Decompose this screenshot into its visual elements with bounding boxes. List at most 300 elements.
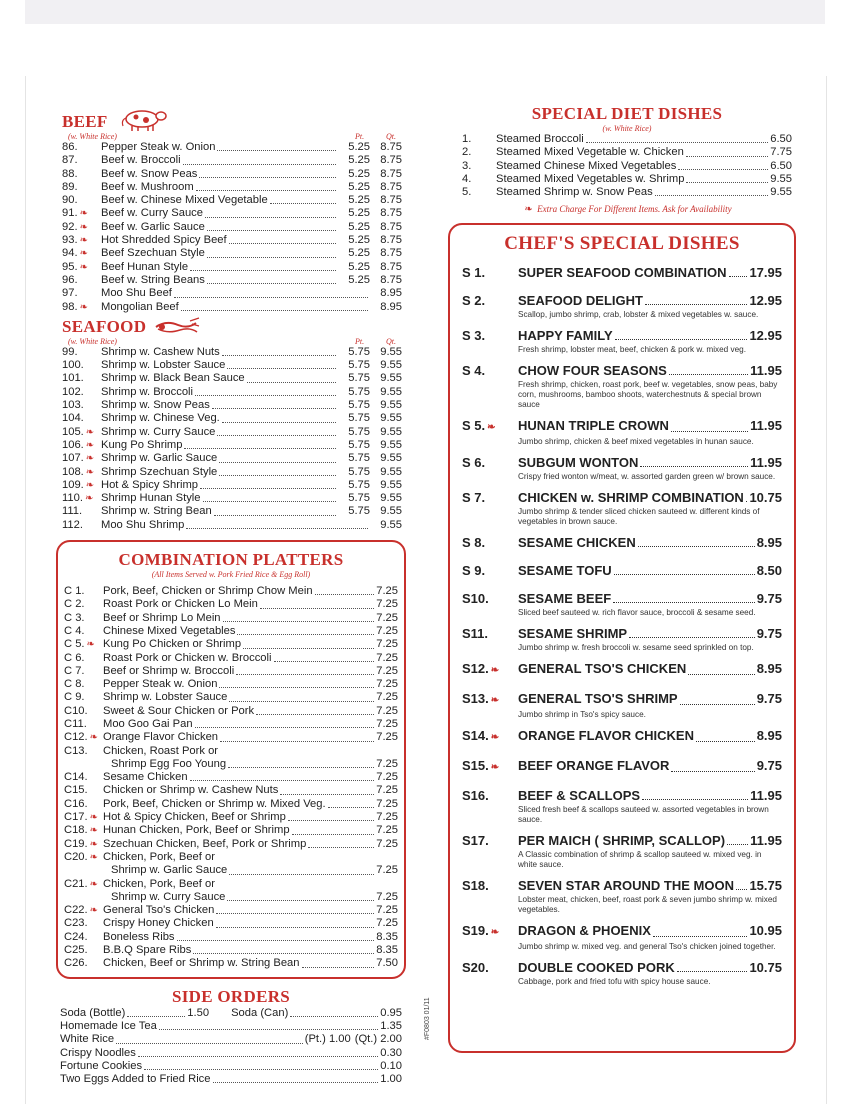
item-price: 8.95 [756,661,782,677]
item-name: HUNAN TRIPLE CROWN [518,418,669,434]
combo-item-row [64,838,398,851]
item-name: HAPPY FAMILY [518,328,613,344]
item-name: Pepper Steak w. Onion [103,678,218,691]
hot-pepper-icon: ❧ [85,466,95,478]
side-row-soda [60,1007,402,1020]
dots [613,591,755,603]
item-price: 7.25 [376,757,398,770]
item-number: S19. ❧ [462,923,500,939]
dots [207,283,336,284]
item-number: C13. [64,744,88,757]
item-qt-price: 8.75 [380,220,402,233]
menu-item-row [62,492,402,505]
icetea-label: Homemade Ice Tea [60,1019,157,1032]
item-price: 7.25 [376,904,398,917]
chef-item-row [462,728,782,745]
combo-item-row [64,731,398,744]
hot-pepper-icon: ❧ [85,439,95,451]
item-number: C23. [64,917,88,930]
chef-item [462,293,782,320]
item-number: C11. [64,717,87,730]
item-name: Pork, Beef, Chicken or Shrimp Chow Mein [103,585,313,598]
combination-platters-box [56,540,406,979]
combo-item-row [64,612,398,625]
dots [184,448,336,449]
combo-item-row [64,638,398,651]
chef-item [462,265,782,280]
item-name: DOUBLE COOKED PORK [518,960,675,976]
item-name: Roast Pork or Chicken Lo Mein [103,598,258,611]
noodles-label: Crispy Noodles [60,1046,136,1059]
item-number: C15. [64,784,88,797]
item-pt-price: 5.25 [348,207,370,220]
item-price: 10.75 [749,960,782,976]
item-name: SESAME CHICKEN [518,535,636,551]
item-price: 7.25 [376,704,398,717]
item-price: 7.25 [376,824,398,837]
menu-item-row [62,346,402,359]
hot-pepper-icon: ❧ [490,665,500,677]
item-price: 7.25 [376,864,398,877]
dots [195,727,375,728]
item-number: S14. ❧ [462,728,500,744]
dots [615,328,748,340]
item-qt-price: 9.55 [380,505,402,518]
dots [181,310,368,311]
item-price: 6.50 [770,159,792,172]
item-number: C10. [64,704,88,717]
item-number: S16. [462,788,489,804]
item-price: 7.25 [376,624,398,637]
noodles-price: 0.30 [380,1046,402,1059]
right-column [448,104,796,1053]
diet-item-row [462,133,792,146]
menu-item-row [62,439,402,452]
chef-item-row [462,878,782,893]
item-name: SEVEN STAR AROUND THE MOON [518,878,734,894]
beef-section [62,106,402,314]
item-name: SEAFOOD DELIGHT [518,293,643,309]
item-name: Shrimp w. Curry Sauce [111,890,226,903]
item-qt-price: 9.55 [380,492,402,505]
beef-qt-label: Qt. [386,132,396,141]
chef-item-row [462,691,782,708]
dots [302,967,375,968]
item-number: 94. ❧ [62,247,88,260]
eggs-label: Two Eggs Added to Fried Rice [60,1073,211,1086]
item-qt-price: 8.95 [380,300,402,313]
item-number: 103. [62,399,84,412]
item-number: S 1. [462,265,486,281]
menu-item-row [62,479,402,492]
item-name: BEEF ORANGE FLAVOR [518,758,670,774]
item-number: 98. ❧ [62,300,88,313]
item-number: C 2. [64,598,85,611]
item-number: S 9. [462,563,486,579]
item-number: S20. [462,960,489,976]
item-price: 7.25 [376,811,398,824]
item-pt-price: 5.75 [348,492,370,505]
combo-item-row [64,917,398,930]
item-pt-price: 5.75 [348,465,370,478]
item-description: Jumbo shrimp w. fresh broccoli w. sesame seed sprinkled on top. [518,643,754,653]
chef-item-row [462,535,782,550]
dots [229,243,336,244]
item-number: 95. ❧ [62,260,88,273]
item-pt-price: 5.25 [348,260,370,273]
item-name: Beef w. Snow Peas [101,167,198,180]
item-qt-price: 9.55 [380,465,402,478]
combo-item-row [64,691,398,704]
item-name: Shrimp Szechuan Style [101,465,218,478]
dots [222,422,336,423]
chef-item [462,418,782,447]
chef-item [462,833,782,870]
menu-item-row [62,359,402,372]
item-number: C24. [64,930,88,943]
chef-item [462,591,782,618]
item-name: DRAGON & PHOENIX [518,923,651,939]
item-price: 8.35 [376,930,398,943]
item-description: Sliced fresh beef & scallops sauteed w. assorted vegetables in brown sauce. [518,805,769,825]
dots [214,515,336,516]
combo-item-row [64,784,398,797]
item-price: 11.95 [750,833,782,849]
dots [190,270,336,271]
soda-can-price: 0.95 [380,1006,402,1019]
hot-pepper-icon: ❧ [84,493,94,505]
dots [243,648,374,649]
menu-item-row [62,519,402,532]
seafood-qt-label: Qt. [386,336,396,346]
dots [727,833,748,845]
item-number: 2. [462,146,472,159]
item-number: 106. ❧ [62,438,95,451]
item-price: 6.50 [770,133,792,145]
item-name: Kung Po Shrimp [101,438,183,451]
item-pt-price: 5.25 [348,141,370,153]
combo-item-row [64,718,398,731]
item-name: B.B.Q Spare Ribs [103,944,192,957]
combo-list [64,585,398,971]
item-name: GENERAL TSO'S SHRIMP [518,691,678,707]
item-name: Hot Shredded Spicy Beef [101,234,227,247]
dots [219,475,336,476]
hot-pepper-icon: ❧ [89,878,99,890]
item-number: 111. [62,505,83,518]
hot-pepper-icon: ❧ [85,426,95,438]
hot-pepper-icon: ❧ [79,301,88,313]
diet-item-row [462,186,792,199]
menu-item-row [62,234,402,247]
item-name: Shrimp w. Garlic Sauce [101,452,218,465]
item-name: Szechuan Chicken, Beef, Pork or Shrimp [103,837,307,850]
diet-item-row [462,173,792,186]
item-name: Beef w. Broccoli [101,154,181,167]
dots [288,820,374,821]
chef-item [462,758,782,775]
item-number: C 6. [64,651,85,664]
item-number: C16. [64,797,88,810]
beef-list [62,141,402,314]
menu-item-row [62,399,402,412]
item-number: 107. ❧ [62,452,95,465]
item-number: S 5. ❧ [462,418,496,434]
combo-item-row [64,771,398,784]
item-name: Chicken, Roast Pork or [103,744,219,757]
dots [614,563,755,575]
item-name: Beef w. Chinese Mixed Vegetable [101,194,268,207]
item-qt-price: 8.95 [380,287,402,300]
dots [669,363,748,375]
chef-item [462,923,782,952]
beef-pt-label: Pt. [355,132,365,141]
item-name: Shrimp w. Broccoli [101,385,194,398]
hot-pepper-icon: ❧ [490,927,500,939]
item-price: 15.75 [749,878,782,894]
item-number: S 7. [462,490,486,506]
item-description: Jumbo shrimp & tender sliced chicken sauteed w. different kinds of vegetables in brown sauce. [518,507,760,527]
menu-item-row [62,154,402,167]
dots [686,156,768,157]
item-pt-price: 5.75 [348,425,370,438]
combo-item-row [64,798,398,811]
item-price: 7.25 [376,691,398,704]
item-description: Lobster meat, chicken, beef, roast pork & seven jumbo shrimp w. mixed vegetables. [518,895,777,915]
side-orders-section [60,987,402,1087]
item-name: Hot & Spicy Chicken, Beef or Shrimp [103,811,286,824]
dots [653,923,748,937]
item-price: 7.25 [376,611,398,624]
chef-item [462,960,782,987]
item-price: 7.25 [376,717,398,730]
chef-item [462,328,782,355]
item-qt-price: 9.55 [380,345,402,358]
item-number: C 9. [64,691,85,704]
item-price: 7.25 [376,890,398,903]
combo-item-row [64,705,398,718]
combo-item-row [64,878,398,891]
item-price: 7.25 [376,917,398,930]
chef-item [462,455,782,482]
item-price: 7.25 [376,664,398,677]
item-qt-price: 8.75 [380,260,402,273]
dots [292,834,375,835]
chef-item-row [462,758,782,775]
item-number: C21. ❧ [64,877,99,890]
item-qt-price: 8.75 [380,141,402,153]
item-qt-price: 9.55 [380,385,402,398]
chef-item-row [462,328,782,343]
item-number: C20. ❧ [64,850,99,863]
combo-item-row [64,891,398,904]
dots [127,1016,185,1017]
dots [280,794,374,795]
dots [220,741,374,742]
item-price: 11.95 [750,455,782,471]
item-pt-price: 5.75 [348,399,370,412]
dots [174,297,368,298]
menu-item-row [62,141,402,154]
lobster-icon [152,317,200,337]
item-number: 101. [62,372,84,385]
dots [195,395,336,396]
item-name: GENERAL TSO'S CHICKEN [518,661,687,677]
dots [217,150,336,151]
dots [159,1029,378,1030]
item-price: 11.95 [750,418,782,434]
item-name: Orange Flavor Chicken [103,731,219,744]
item-number: S10. [462,591,489,607]
diet-item-row [462,160,792,173]
dots [642,788,748,800]
item-qt-price: 8.75 [380,247,402,260]
dots [736,878,747,890]
menu-item-row [62,221,402,234]
seafood-list [62,346,402,532]
dots [247,382,336,383]
item-name: Boneless Ribs [103,930,175,943]
menu-item-row [62,194,402,207]
item-name: General Tso's Chicken [103,904,215,917]
chef-item [462,563,782,578]
item-name: Chicken or Shrimp w. Cashew Nuts [103,784,279,797]
item-name: Beef w. Garlic Sauce [101,220,205,233]
item-name: Shrimp w. Lobster Sauce [101,359,226,372]
item-name: Steamed Shrimp w. Snow Peas [496,186,653,199]
hot-pepper-icon: ❧ [89,825,99,837]
item-name: Pepper Steak w. Onion [101,141,216,153]
dots [229,874,374,875]
side-row-cookies [60,1060,402,1073]
item-qt-price: 8.75 [380,207,402,220]
item-name: SESAME BEEF [518,591,612,607]
menu-item-row [62,386,402,399]
item-number: 110. ❧ [62,492,94,505]
item-name: Shrimp w. Snow Peas [101,399,210,412]
item-name: Beef w. Mushroom [101,180,194,193]
soda-can-label: Soda (Can) [231,1006,289,1019]
item-price: 7.25 [376,784,398,797]
item-number: S12. ❧ [462,661,500,677]
item-price: 8.35 [376,944,398,957]
combo-item-row [64,864,398,877]
item-name: SUBGUM WONTON [518,455,639,471]
item-number: 109. ❧ [62,478,95,491]
diet-note-row [462,199,792,217]
item-name: Steamed Mixed Vegetable w. Chicken [496,146,684,159]
hot-pepper-icon: ❧ [86,639,95,651]
item-description: Jumbo shrimp, chicken & beef mixed vegetables in hunan sauce. [518,437,754,447]
dots [671,418,748,432]
item-qt-price: 9.55 [380,478,402,491]
dots [638,535,755,547]
side-row-rice [60,1033,402,1046]
hot-pepper-icon: ❧ [524,204,533,216]
item-name: Shrimp w. Lobster Sauce [103,691,228,704]
item-number: 3. [462,159,472,172]
dots [688,661,754,675]
soda-bottle-label: Soda (Bottle) [60,1006,126,1019]
chef-item-row [462,265,782,280]
chef-item-row [462,626,782,641]
item-price: 9.75 [756,758,782,774]
menu-item-row [62,207,402,220]
item-name: Sweet & Sour Chicken or Pork [103,704,255,717]
chef-item-row [462,455,782,470]
seafood-pt-label: Pt. [355,336,365,346]
item-price: 7.25 [376,678,398,691]
dots [678,169,768,170]
hot-pepper-icon: ❧ [89,838,99,850]
item-qt-price: 8.75 [380,180,402,193]
hot-pepper-icon: ❧ [89,851,99,863]
rice-qt-price: (Qt.) 2.00 [354,1033,402,1046]
item-price: 9.75 [756,626,782,642]
menu-item-row [62,466,402,479]
cow-icon [118,106,170,132]
diet-item-row [462,146,792,159]
item-number: 100. [62,359,84,372]
item-number: S15. ❧ [462,758,500,774]
hot-pepper-icon: ❧ [89,732,99,744]
item-pt-price: 5.75 [348,505,370,518]
dots [199,177,336,178]
soda-bottle-price: 1.50 [187,1006,210,1019]
item-number: S 2. [462,293,486,309]
item-number: S 4. [462,363,486,379]
item-name: Moo Goo Gai Pan [103,717,193,730]
dots [186,528,368,529]
item-name: PER MAICH ( SHRIMP, SCALLOP) [518,833,726,849]
item-qt-price: 8.75 [380,273,402,286]
item-qt-price: 9.55 [380,438,402,451]
item-number: 89. [62,180,78,193]
seafood-section [62,317,402,532]
item-name: Chicken, Pork, Beef or [103,877,215,890]
item-pt-price: 5.75 [348,478,370,491]
item-number: C14. [64,771,88,784]
dots [227,900,374,901]
seafood-title: SEAFOOD [62,316,147,336]
item-number: S 6. [462,455,486,471]
item-pt-price: 5.25 [348,180,370,193]
item-number: C 4. [64,624,85,637]
menu-item-row [62,168,402,181]
combo-item-row [64,931,398,944]
item-qt-price: 8.75 [380,154,402,167]
combo-item-row [64,745,398,758]
item-pt-price: 5.75 [348,385,370,398]
item-name: Chicken, Pork, Beef or [103,850,215,863]
item-name: Hot & Spicy Shrimp [101,478,198,491]
chef-item-row [462,363,782,378]
diet-note: Extra Charge For Different Items. Ask for Availability [537,204,732,215]
side-row-icetea [60,1020,402,1033]
hot-pepper-icon: ❧ [89,905,99,917]
item-number: 5. [462,186,472,199]
item-price: 9.55 [770,186,792,199]
item-name: Hunan Chicken, Pork, Beef or Shrimp [103,824,290,837]
item-number: S11. [462,626,489,642]
menu-item-row [62,426,402,439]
item-number: 93. ❧ [62,234,88,247]
item-qt-price: 8.75 [380,167,402,180]
diet-subtitle: (w. White Rice) [602,124,652,133]
item-pt-price: 5.25 [348,273,370,286]
item-qt-price: 9.55 [380,452,402,465]
menu-item-row [62,505,402,518]
